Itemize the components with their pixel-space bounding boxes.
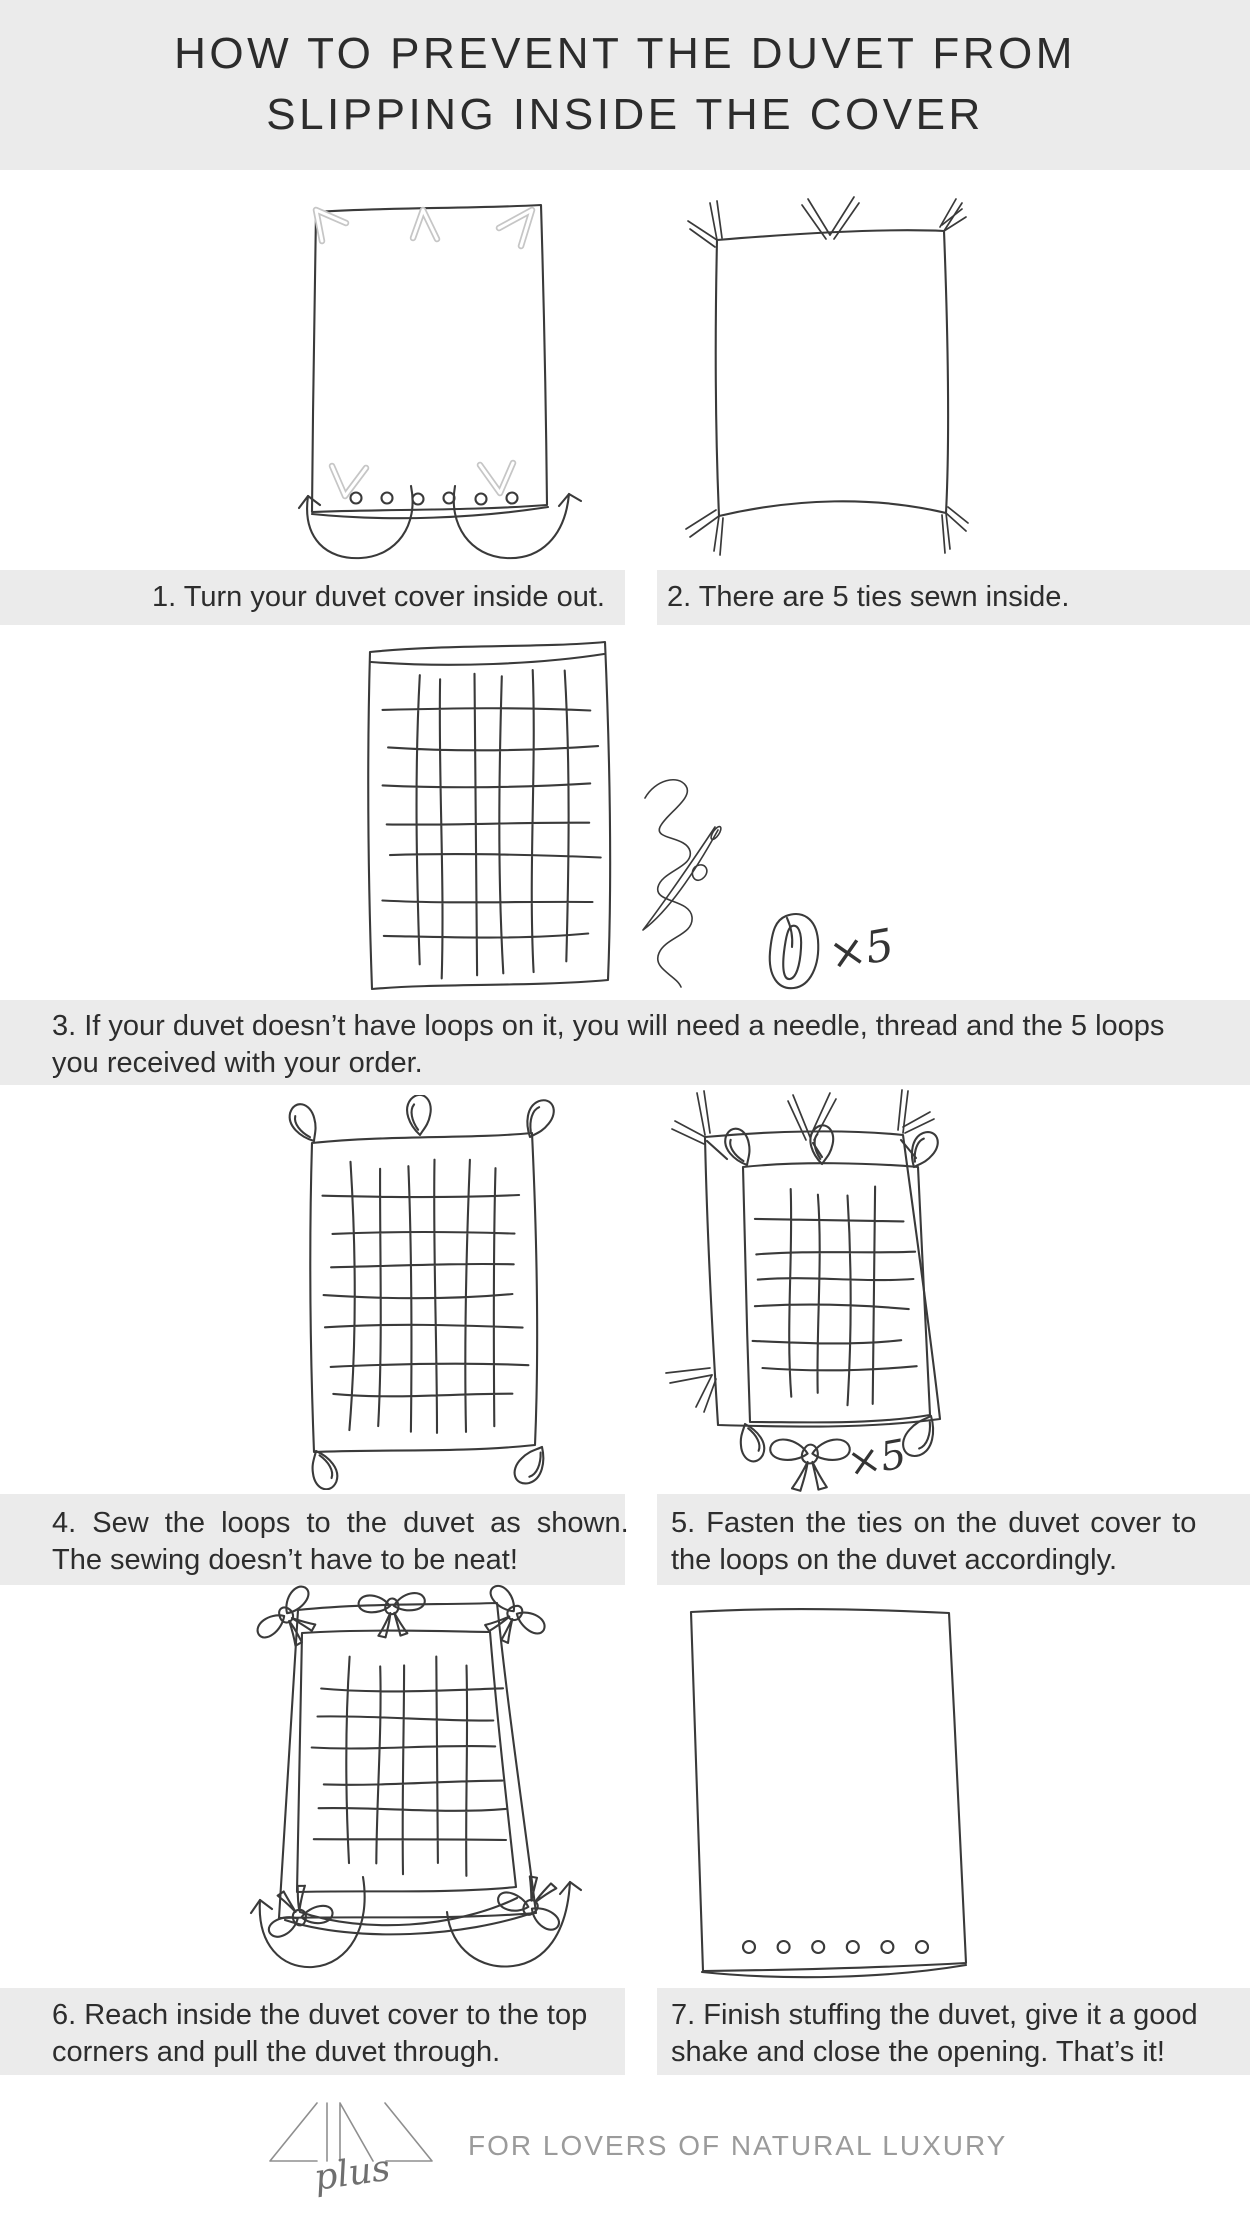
step2-caption: 2. There are 5 ties sewn inside.	[667, 581, 1070, 613]
quilted-duvet	[368, 642, 610, 989]
corner-loops	[284, 1095, 557, 1490]
duvet-cover-outline	[716, 230, 948, 516]
quilt-grid	[312, 1657, 506, 1876]
inside-ties-marks-inner	[316, 210, 532, 496]
quilted-duvet	[743, 1163, 930, 1422]
cover-ties	[666, 1090, 934, 1412]
flip-arrow-left	[299, 486, 413, 558]
duvet-cover-outline	[691, 1609, 966, 1977]
step4-caption-line1: 4. Sew the loops to the duvet as shown.	[52, 1507, 629, 1539]
step1-caption: 1. Turn your duvet cover inside out.	[152, 581, 605, 613]
logo-script-label: plus	[311, 2147, 393, 2199]
inside-ties-marks	[316, 210, 532, 496]
times-five-label: ×5	[843, 1431, 910, 1487]
step3-caption-band	[0, 1000, 1250, 1085]
times-five-label: ×5	[825, 919, 898, 981]
quilt-grid	[382, 670, 600, 978]
step5-caption-line2: the loops on the duvet accordingly.	[671, 1544, 1118, 1576]
step7-illustration	[678, 1600, 978, 1980]
step4-caption-line2: The sewing doesn’t have to be neat!	[52, 1544, 518, 1576]
button-holes	[743, 1941, 928, 1953]
needle-icon	[643, 825, 723, 930]
step6-illustration	[245, 1582, 585, 1982]
step2-caption-band	[657, 570, 1250, 625]
step7-caption-band	[657, 1988, 1250, 2075]
quilt-grid	[753, 1187, 917, 1406]
sewing-loop-icon	[770, 914, 819, 988]
bow-icon	[770, 1440, 850, 1491]
step1-caption-band	[0, 570, 625, 625]
quilt-grid	[323, 1160, 529, 1433]
step1-illustration	[262, 195, 582, 570]
step7-caption-line2: shake and close the opening. That’s it!	[671, 2036, 1165, 2068]
brand-logo	[258, 2092, 448, 2212]
step6-caption-line2: corners and pull the duvet through.	[52, 2036, 501, 2068]
page-title	[174, 24, 1076, 145]
page-title-line1: HOW TO PREVENT THE DUVET FROM	[174, 29, 1076, 79]
step4-illustration	[280, 1095, 595, 1490]
step5-illustration	[650, 1085, 1020, 1493]
button-holes	[351, 493, 518, 505]
page-title-line2: SLIPPING INSIDE THE COVER	[266, 90, 984, 139]
step3-caption-line1: 3. If your duvet doesn’t have loops on it, you will need a needle, thread and the 5 loops	[52, 1010, 1165, 1042]
step5-caption-band	[657, 1494, 1250, 1585]
cover-frame	[279, 1603, 536, 1918]
brand-tagline: FOR LOVERS OF NATURAL LUXURY	[468, 2130, 1008, 2161]
step3-caption-line2: you received with your order.	[52, 1047, 423, 1079]
step4-caption-band	[0, 1494, 629, 1585]
step6-caption-band	[0, 1988, 625, 2075]
quilted-duvet	[310, 1133, 537, 1452]
step5-caption-line1: 5. Fasten the ties on the duvet cover to	[671, 1507, 1197, 1539]
step6-caption-line1: 6. Reach inside the duvet cover to the top	[52, 1999, 588, 2031]
step7-caption-line1: 7. Finish stuffing the duvet, give it a good	[671, 1999, 1198, 2031]
step2-illustration	[670, 195, 970, 570]
step3-illustration	[340, 630, 910, 1000]
header-band	[0, 0, 1250, 170]
